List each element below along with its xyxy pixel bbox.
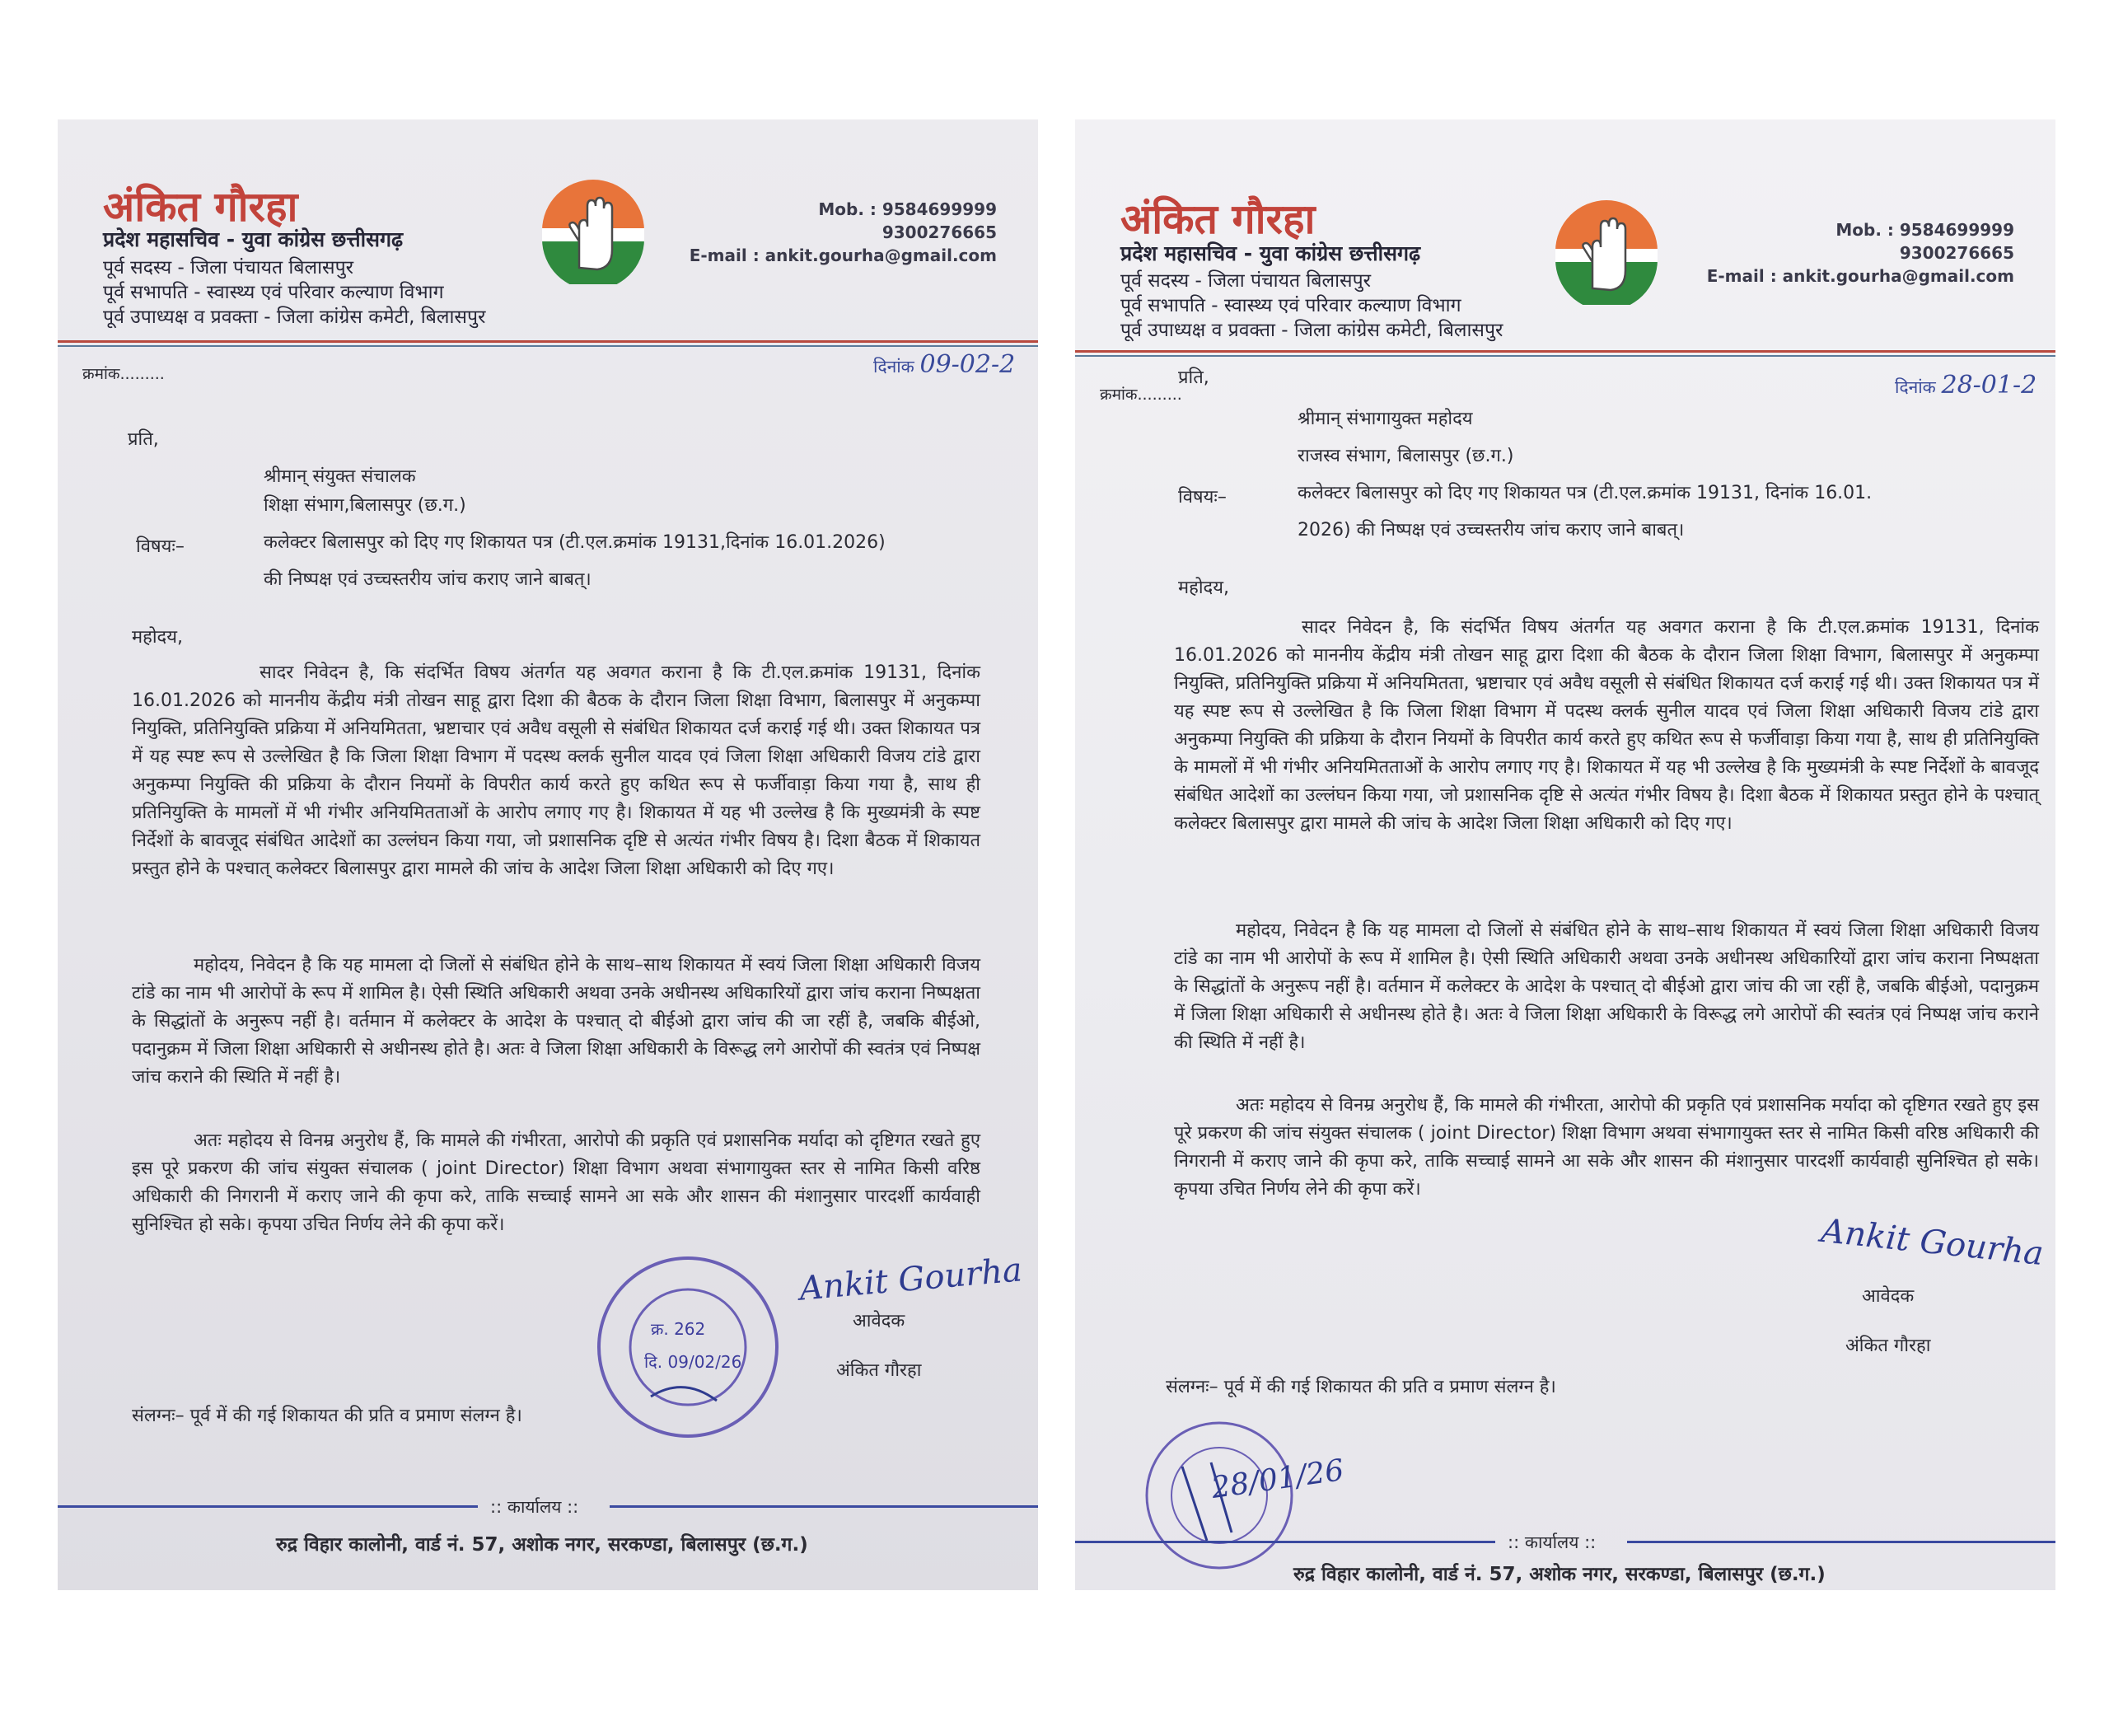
email-address: E-mail : ankit.gourha@gmail.com: [689, 246, 997, 265]
sanlagn-note: संलग्नः– पूर्व में की गई शिकायत की प्रति व प्रमाण संलग्न है।: [132, 1406, 522, 1426]
dinank-label: दिनांक: [1895, 377, 1936, 397]
office-stamp: [593, 1252, 783, 1442]
vishay-label: विषयः–: [136, 536, 185, 557]
addressee-line-1: श्रीमान् संयुक्त संचालक: [264, 466, 416, 487]
aavedak-label: आवेदक: [1862, 1286, 1915, 1307]
footer-rule-right: [1627, 1541, 2055, 1543]
stamp-date: दि. 09/02/26: [644, 1352, 742, 1372]
congress-hand-logo: [540, 177, 647, 284]
letterhead-line-3: पूर्व सभापति - स्वास्थ्य एवं परिवार कल्याण विभाग: [103, 282, 444, 303]
body-paragraph-1-text: सादर निवेदन है, कि संदर्भित विषय अंतर्गत यह अवगत कराना है कि टी.एल.क्रमांक 19131, दिनांक 16.01.2026 को माननीय केंद्रीय मंत्री तोखन साहू द्वारा दिशा की बैठक के दौरान जिला शिक्षा विभाग, बिलासपुर में अनुकम्पा नियुक्ति, प्रतिनियुक्ति प्रक्रिया में अनियमितता, भ्रष्टाचार एवं अवैध वसूली से संबंधित शिकायत दर्ज कराई गई थी। उक्त शिकायत पत्र में यह स्पष्ट रूप से उल्लेखित है कि जिला शिक्षा विभाग में पदस्थ क्लर्क सुनील यादव एवं जिला शिक्षा अधिकारी विजय टांडे द्वारा अनुकम्पा नियुक्ति की प्रक्रिया के दौरान नियमों के विपरीत कार्य करते हुए कथित रूप से फर्जीवाड़ा किया गया है, साथ ही प्रतिनियुक्ति के मामलों में भी गंभीर अनियमितताओं के आरोप लगाए गए है। शिकायत में यह भी उल्लेख है कि मुख्यमंत्री के स्पष्ट निर्देशों के बावजूद संबंधित आदेशों का उल्लंघन किया गया, जो प्रशासनिक दृष्टि से अत्यंत गंभीर विषय है। दिशा बैठक में शिकायत प्रस्तुत होने के पश्चात् कलेक्टर बिलासपुर द्वारा मामले की जांच के आदेश जिला शिक्षा अधिकारी को दिए गए।: [132, 662, 980, 879]
signer-name: अंकित गौरहा: [836, 1360, 922, 1381]
addressee-line-2: शिक्षा संभाग,बिलासपुर (छ.ग.): [264, 495, 466, 516]
letterhead-divider: [1075, 350, 2055, 353]
signature: Ankit Gourha: [797, 1251, 1024, 1308]
signature: Ankit Gourha: [1819, 1211, 2046, 1274]
vishay-line-1: कलेक्टर बिलासपुर को दिए गए शिकायत पत्र (टी.एल.क्रमांक 19131, दिनांक 16.01.: [1298, 483, 1873, 503]
letterhead-designation: प्रदेश महासचिव - युवा कांग्रेस छत्तीसगढ़: [1120, 241, 1421, 265]
footer-rule-right: [610, 1505, 1038, 1508]
body-paragraph-1-text: सादर निवेदन है, कि संदर्भित विषय अंतर्गत यह अवगत कराना है कि टी.एल.क्रमांक 19131, दिनांक 16.01.2026 को माननीय केंद्रीय मंत्री तोखन साहू द्वारा दिशा की बैठक के दौरान जिला शिक्षा विभाग, बिलासपुर में अनुकम्पा नियुक्ति, प्रतिनियुक्ति प्रक्रिया में अनियमितता, भ्रष्टाचार एवं अवैध वसूली से संबंधित शिकायत दर्ज कराई गई थी। उक्त शिकायत पत्र में यह स्पष्ट रूप से उल्लेखित है कि जिला शिक्षा विभाग में पदस्थ क्लर्क सुनील यादव एवं जिला शिक्षा अधिकारी विजय टांडे द्वारा अनुकम्पा नियुक्ति की प्रक्रिया के दौरान नियमों के विपरीत कार्य करते हुए कथित रूप से फर्जीवाड़ा किया गया है, साथ ही प्रतिनियुक्ति के मामलों में भी गंभीर अनियमितताओं के आरोप लगाए गए है। शिकायत में यह भी उल्लेख है कि मुख्यमंत्री के स्पष्ट निर्देशों के बावजूद संबंधित आदेशों का उल्लंघन किया गया, जो प्रशासनिक दृष्टि से अत्यंत गंभीर विषय है। दिशा बैठक में शिकायत प्रस्तुत होने के पश्चात् कलेक्टर बिलासपुर द्वारा मामले की जांच के आदेश जिला शिक्षा अधिकारी को दिए गए।: [1174, 617, 2039, 834]
footer-address: रुद्र विहार कालोनी, वार्ड नं. 57, अशोक नगर, सरकण्डा, बिलासपुर (छ.ग.): [276, 1534, 808, 1556]
kramank: क्रमांक.........: [82, 365, 165, 383]
vishay-label: विषयः–: [1178, 487, 1227, 508]
letterhead-divider-2: [1075, 355, 2055, 357]
dinank-label: दिनांक: [873, 357, 914, 377]
body-paragraph-3: [132, 1127, 980, 1239]
prati: प्रति,: [1178, 367, 1209, 388]
letterhead-line-2: पूर्व सदस्य - जिला पंचायत बिलासपुर: [1120, 270, 1372, 292]
body-paragraph-2: [1174, 917, 2039, 1057]
vishay-line-2: की निष्पक्ष एवं उच्चस्तरीय जांच कराए जाने बाबत्।: [264, 569, 592, 590]
salutation: महोदय,: [132, 627, 183, 648]
letterhead-name: अंकित गौरहा: [1120, 195, 1316, 243]
prati: प्रति,: [128, 429, 159, 450]
dinank: [1895, 371, 2037, 400]
dinank-value: 09-02-2: [919, 350, 1016, 379]
mobile-number: Mob. : 9584699999: [818, 199, 997, 219]
letterhead-line-2: पूर्व सदस्य - जिला पंचायत बिलासपुर: [103, 257, 354, 278]
letter-page-left: [58, 119, 1038, 1590]
body-paragraph-3-text: अतः महोदय से विनम्र अनुरोध हैं, कि मामले की गंभीरता, आरोपो की प्रकृति एवं प्रशासनिक मर्यादा को दृष्टिगत रखते हुए इस पूरे प्रकरण की जांच संयुक्त संचालक ( joint Director) शिक्षा विभाग अथवा संभागायुक्त स्तर से नामित किसी वरिष्ठ अधिकारी की निगरानी में कराए जाने की कृपा करे, ताकि सच्चाई सामने आ सके और शासन की मंशानुसार पारदर्शी कार्यवाही सुनिश्चित हो सके। कृपया उचित निर्णय लेने की कृपा करें।: [132, 1130, 980, 1235]
letterhead-divider-2: [58, 345, 1038, 347]
body-paragraph-3: [1174, 1092, 2039, 1204]
addressee-line-2: राजस्व संभाग, बिलासपुर (छ.ग.): [1298, 446, 1514, 466]
email-address: E-mail : ankit.gourha@gmail.com: [1706, 266, 2014, 286]
body-paragraph-2: [132, 952, 980, 1092]
mobile-number-2: 9300276665: [1899, 243, 2014, 263]
body-paragraph-1: [132, 659, 980, 883]
footer-rule-left: [58, 1505, 478, 1508]
dinank: [873, 350, 1015, 379]
letterhead-line-3: पूर्व सभापति - स्वास्थ्य एवं परिवार कल्याण विभाग: [1120, 295, 1461, 316]
vishay-line-2: 2026) की निष्पक्ष एवं उच्चस्तरीय जांच कराए जाने बाबत्।: [1298, 520, 1685, 540]
congress-hand-logo: [1553, 198, 1660, 305]
body-paragraph-3-text: अतः महोदय से विनम्र अनुरोध हैं, कि मामले की गंभीरता, आरोपो की प्रकृति एवं प्रशासनिक मर्यादा को दृष्टिगत रखते हुए इस पूरे प्रकरण की जांच संयुक्त संचालक ( joint Director) शिक्षा विभाग अथवा संभागायुक्त स्तर से नामित किसी वरिष्ठ अधिकारी की निगरानी में कराए जाने की कृपा करे, ताकि सच्चाई सामने आ सके और शासन की मंशानुसार पारदर्शी कार्यवाही सुनिश्चित हो सके। कृपया उचित निर्णय लेने की कृपा करें।: [1174, 1095, 2039, 1200]
letterhead-contact: [1701, 218, 2014, 288]
salutation: महोदय,: [1178, 578, 1229, 598]
footer-address: रुद्र विहार कालोनी, वार्ड नं. 57, अशोक नगर, सरकण्डा, बिलासपुर (छ.ग.): [1293, 1564, 1826, 1585]
vishay-line-1: कलेक्टर बिलासपुर को दिए गए शिकायत पत्र (टी.एल.क्रमांक 19131,दिनांक 16.01.2026): [264, 532, 886, 553]
mobile-number: Mob. : 9584699999: [1835, 220, 2014, 240]
addressee-line-1: श्रीमान् संभागायुक्त महोदय: [1298, 409, 1473, 429]
mobile-number-2: 9300276665: [881, 222, 997, 242]
stamp-number: क्र. 262: [651, 1319, 706, 1339]
body-paragraph-2-text: महोदय, निवेदन है कि यह मामला दो जिलों से संबंधित होने के साथ–साथ शिकायत में स्वयं जिला शिक्षा अधिकारी विजय टांडे का नाम भी आरोपों के रूप में शामिल है। ऐसी स्थिति अधिकारी अथवा उनके अधीनस्थ अधिकारियों द्वारा जांच कराना निष्पक्षता के सिद्धांतों के अनुरूप नहीं है। वर्तमान में कलेक्टर के आदेश के पश्चात् दो बीईओ द्वारा जांच की जा रहीं है, जबकि बीईओ, पदानुक्रम में जिला शिक्षा अधिकारी से अधीनस्थ होते है। अतः वे जिला शिक्षा अधिकारी के विरूद्ध लगे आरोपों की स्वतंत्र एवं निष्पक्ष जांच कराने की स्थिति में नहीं है।: [1174, 920, 2039, 1053]
footer-title: :: कार्यालय ::: [490, 1497, 579, 1517]
dinank-value: 28-01-2: [1941, 371, 2037, 400]
letterhead-designation: प्रदेश महासचिव - युवा कांग्रेस छत्तीसगढ़: [103, 227, 404, 251]
footer-rule-left: [1075, 1541, 1495, 1543]
letterhead-divider: [58, 340, 1038, 343]
body-paragraph-1: [1174, 614, 2039, 838]
signer-name: अंकित गौरहा: [1845, 1336, 1931, 1356]
footer-title: :: कार्यालय ::: [1508, 1532, 1597, 1552]
sanlagn-note: संलग्नः– पूर्व में की गई शिकायत की प्रति व प्रमाण संलग्न है।: [1166, 1377, 1556, 1397]
letterhead-contact: [684, 198, 997, 267]
stamp-handwritten-date: 28/01/26: [1209, 1453, 1346, 1506]
letterhead-name: अंकित गौरहा: [103, 183, 298, 231]
letter-page-right: [1075, 119, 2055, 1590]
aavedak-label: आवेदक: [853, 1311, 905, 1331]
letterhead-line-4: पूर्व उपाध्यक्ष व प्रवक्ता - जिला कांग्रेस कमेटी, बिलासपुर: [103, 306, 486, 328]
body-paragraph-2-text: महोदय, निवेदन है कि यह मामला दो जिलों से संबंधित होने के साथ–साथ शिकायत में स्वयं जिला शिक्षा अधिकारी विजय टांडे का नाम भी आरोपों के रूप में शामिल है। ऐसी स्थिति अधिकारी अथवा उनके अधीनस्थ अधिकारियों द्वारा जांच कराना निष्पक्षता के सिद्धांतों के अनुरूप नहीं है। वर्तमान में कलेक्टर के आदेश के पश्चात् दो बीईओ द्वारा जांच की जा रहीं है, जबकि बीईओ, पदानुक्रम में जिला शिक्षा अधिकारी से अधीनस्थ होते है। अतः वे जिला शिक्षा अधिकारी के विरूद्ध लगे आरोपों की स्वतंत्र एवं निष्पक्ष जांच कराने की स्थिति में नहीं है।: [132, 955, 980, 1088]
letterhead-line-4: पूर्व उपाध्यक्ष व प्रवक्ता - जिला कांग्रेस कमेटी, बिलासपुर: [1120, 320, 1503, 341]
kramank: क्रमांक.........: [1100, 386, 1182, 404]
